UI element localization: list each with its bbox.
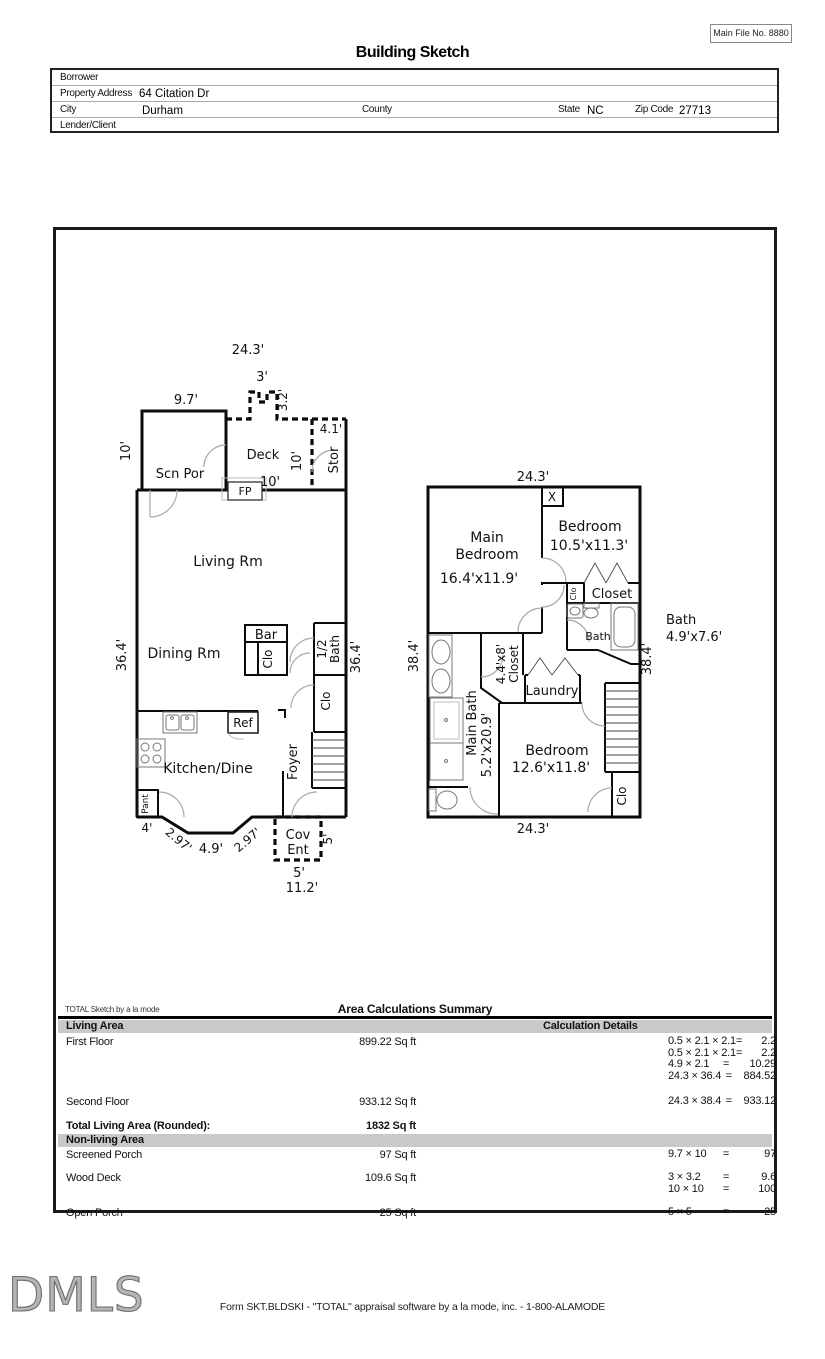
- refrigerator-label: Ref: [233, 716, 253, 730]
- dim-label: 38.4': [640, 642, 655, 676]
- county-label: County: [362, 104, 392, 115]
- divider-rule: [58, 1016, 772, 1019]
- dim-label: 3': [256, 370, 268, 385]
- row-calcs: 24.3 × 38.4 = 933.12: [668, 1095, 776, 1107]
- cov-ent-label: Ent: [287, 843, 309, 858]
- city-value: Durham: [142, 105, 183, 117]
- row-label: Second Floor: [66, 1096, 130, 1108]
- row-area: 933.12 Sq ft: [359, 1096, 416, 1108]
- row-area: 899.22 Sq ft: [359, 1036, 416, 1048]
- dim-label: 10': [290, 450, 305, 472]
- state-label: State: [558, 104, 580, 115]
- dim-label: 36.4': [349, 640, 364, 674]
- city-label: City: [60, 104, 77, 115]
- form-footer-line: Form SKT.BLDSKI - "TOTAL" appraisal software by a la mode, inc. - 1-800-ALAMODE: [219, 1301, 606, 1313]
- closet-label: Closet: [507, 645, 521, 683]
- dim-label: 10': [259, 475, 281, 490]
- row-label: Wood Deck: [66, 1172, 121, 1184]
- pantry-label: Pant: [141, 794, 151, 814]
- borrower-label: Borrower: [60, 72, 99, 83]
- property-address-value: 64 Citation Dr: [139, 88, 210, 100]
- calc-table-title: Area Calculations Summary: [337, 1002, 493, 1016]
- dim-label: 36.4': [115, 638, 130, 672]
- dim-label: 4.9': [198, 842, 224, 857]
- table-row-second-floor: [66, 1095, 776, 1108]
- dim-label: 4.1': [319, 422, 343, 436]
- calc-details-header: Calculation Details: [543, 1020, 638, 1032]
- living-area-header: Living Area: [66, 1020, 124, 1032]
- row-divider: [52, 101, 777, 102]
- attic-access-label: X: [547, 490, 557, 504]
- living-area-header-band: [58, 1020, 772, 1033]
- row-label: Open Porch: [66, 1207, 123, 1219]
- stove: [137, 739, 165, 767]
- dim-label: 10': [119, 440, 134, 462]
- lender-label: Lender/Client: [60, 120, 116, 131]
- half-bath-label: Bath: [328, 635, 342, 663]
- table-row-first-floor: [66, 1035, 776, 1082]
- bar-label: Bar: [254, 628, 278, 643]
- main-bath-fixtures: [429, 635, 463, 811]
- dim-label: 11.2': [285, 881, 319, 896]
- room-label-deck: Deck: [246, 448, 280, 463]
- row-calcs: 9.7 × 10 = 97: [668, 1148, 776, 1160]
- area-calculations-summary: [56, 1001, 776, 1219]
- table-row-total: [66, 1120, 770, 1132]
- row-label: Screened Porch: [66, 1149, 143, 1161]
- zip-value: 27713: [679, 105, 711, 117]
- nonliving-header: Non-living Area: [66, 1134, 144, 1146]
- room-label-scn-por: Scn Por: [155, 467, 205, 482]
- row-divider: [52, 117, 777, 118]
- cov-ent-label: Cov: [285, 828, 311, 843]
- room-label-bedroom2: Bedroom: [558, 519, 622, 535]
- room-label-bedroom3: Bedroom: [525, 743, 589, 759]
- floor2-plan: [407, 470, 722, 837]
- closet-label: Clo: [261, 649, 275, 669]
- property-address-label: Property Address: [60, 88, 132, 99]
- row-calcs: 0.5 × 2.1 × 2.1= 2.2 0.5 × 2.1 × 2.1= 2.2 4.9 × 2.1 = 10.29 24.3 × 36.4 = 884.52: [668, 1035, 776, 1082]
- dmls-logo: DMLS: [8, 1268, 145, 1323]
- dim-label: 16.4'x11.9': [439, 571, 519, 587]
- floor1-plan: [115, 343, 364, 896]
- sketch-area-box: [53, 227, 777, 1219]
- dim-label: 5': [321, 833, 335, 845]
- refrigerator-swing: [228, 733, 244, 739]
- kitchen-sink: [163, 712, 197, 733]
- room-label-kitchen: Kitchen/Dine: [163, 761, 253, 777]
- property-info-table: [50, 68, 779, 133]
- row-area: 97 Sq ft: [379, 1149, 416, 1161]
- room-label-main-bath: Main Bath: [465, 690, 480, 756]
- closet-label: Clo: [319, 691, 333, 711]
- table-row-wood-deck: [66, 1171, 776, 1195]
- half-bath-label: 1/2: [315, 639, 329, 659]
- dim-label: 24.3': [516, 822, 550, 837]
- room-label-bath-right: Bath: [666, 613, 697, 628]
- row-calcs: 5 × 5 = 25: [668, 1206, 776, 1218]
- row-divider: [52, 85, 777, 86]
- row-area: 25 Sq ft: [379, 1207, 416, 1219]
- row-label: First Floor: [66, 1036, 114, 1048]
- dim-label: 38.4': [407, 639, 422, 673]
- zip-label: Zip Code: [635, 104, 674, 115]
- nonliving-header-band: [58, 1134, 772, 1147]
- room-label-stor: Stor: [327, 446, 342, 474]
- room-label-dining: Dining Rm: [147, 646, 221, 662]
- fireplace-label: FP: [238, 485, 252, 498]
- dim-label: 4.9'x7.6': [666, 630, 723, 645]
- dim-label: 24.3': [231, 343, 265, 358]
- closet-label: Closet: [591, 587, 633, 602]
- total-label: Total Living Area (Rounded):: [66, 1120, 211, 1132]
- dim-label: 24.3': [516, 470, 550, 485]
- table-row-open-porch: [66, 1206, 776, 1219]
- dim-label: 10.5'x11.3': [549, 538, 629, 554]
- dim-label: 12.6'x11.8': [511, 760, 591, 776]
- dim-label: 4.4'x8': [494, 643, 508, 685]
- closet-label: Clo: [569, 587, 578, 601]
- floor2-stairs: [605, 691, 640, 763]
- page-title: Building Sketch: [355, 44, 470, 61]
- dim-label: 2.97': [162, 824, 195, 855]
- total-area: 1832 Sq ft: [366, 1120, 416, 1132]
- total-sketch-watermark: TOTAL Sketch by a la mode: [65, 1005, 160, 1014]
- room-label-bath: Bath: [585, 630, 611, 643]
- dim-label: 3.2': [276, 388, 290, 412]
- table-row-screened-porch: [66, 1148, 776, 1161]
- room-label-main-bedroom: Bedroom: [455, 547, 519, 563]
- floor-plan-drawing: [56, 230, 774, 1001]
- room-label-main-bedroom: Main: [470, 530, 504, 546]
- row-calcs: 3 × 3.2 = 9.6 10 × 10 = 100: [668, 1171, 776, 1195]
- state-value: NC: [587, 105, 604, 117]
- row-area: 109.6 Sq ft: [364, 1172, 416, 1184]
- dim-label: 5': [293, 866, 305, 881]
- dim-label: 2.97': [231, 824, 264, 855]
- floor1-stairs: [312, 740, 346, 780]
- room-label-foyer: Foyer: [286, 743, 301, 781]
- main-file-no-box: Main File No. 8880: [710, 24, 792, 43]
- closet-label: Clo: [615, 786, 629, 806]
- room-label-living: Living Rm: [193, 554, 263, 570]
- dim-label: 4': [141, 821, 153, 835]
- room-label-laundry: Laundry: [525, 684, 579, 699]
- dim-label: 5.2'x20.9': [480, 712, 495, 778]
- dim-label: 9.7': [173, 393, 199, 408]
